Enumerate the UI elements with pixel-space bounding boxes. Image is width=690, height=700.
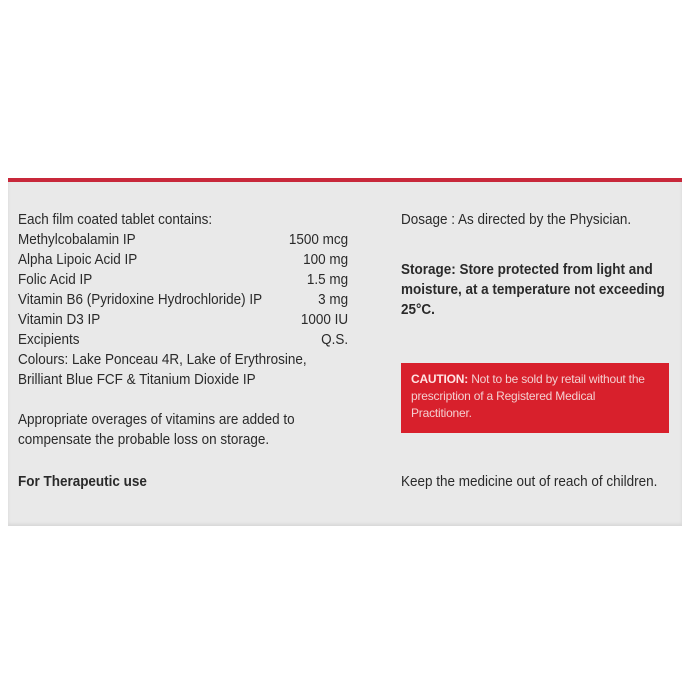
instructions-section (401, 210, 665, 320)
ingredient-row (18, 230, 348, 250)
ingredient-quantity: 1.5 mg (306, 272, 349, 288)
colours-text: Colours: Lake Ponceau 4R, Lake of Erythrosine, Brilliant Blue FCF & Titanium Dioxide IP (18, 352, 307, 388)
dosage-text: Dosage : As directed by the Physician. (401, 212, 632, 228)
composition-heading: Each film coated tablet contains: (18, 212, 213, 228)
therapeutic-use-label: For Therapeutic use (18, 474, 147, 490)
storage-text: Storage: Store protected from light and moisture, at a temperature not exceeding 25°C. (401, 262, 665, 318)
ingredient-row (18, 310, 348, 330)
ingredient-name: Vitamin D3 IP (18, 312, 101, 328)
ingredient-row (18, 330, 348, 350)
ingredient-row (18, 290, 348, 310)
ingredient-quantity: 100 mg (303, 252, 349, 268)
ingredient-row (18, 270, 348, 290)
ingredient-quantity: 1000 IU (300, 312, 349, 328)
ingredient-row (18, 250, 348, 270)
children-warning: Keep the medicine out of reach of children. (401, 474, 658, 490)
composition-section (18, 210, 362, 450)
ingredient-name: Folic Acid IP (18, 272, 93, 288)
ingredient-quantity: 3 mg (318, 292, 349, 308)
ingredient-name: Excipients (18, 332, 80, 348)
caution-text: Not to be sold by retail without the prescription of a Registered Medical Practitioner. (411, 372, 645, 420)
ingredient-name: Alpha Lipoic Acid IP (18, 252, 138, 268)
ingredient-name: Methylcobalamin IP (18, 232, 136, 248)
ingredient-name: Vitamin B6 (Pyridoxine Hydrochloride) IP (18, 292, 263, 308)
caution-label: CAUTION: (411, 372, 469, 386)
overage-note: Appropriate overages of vitamins are added to compensate the probable loss on storage. (18, 412, 295, 448)
carton-panel (8, 178, 682, 526)
caution-box (401, 363, 669, 433)
ingredient-quantity: Q.S. (321, 332, 349, 348)
ingredient-quantity: 1500 mcg (288, 232, 349, 248)
